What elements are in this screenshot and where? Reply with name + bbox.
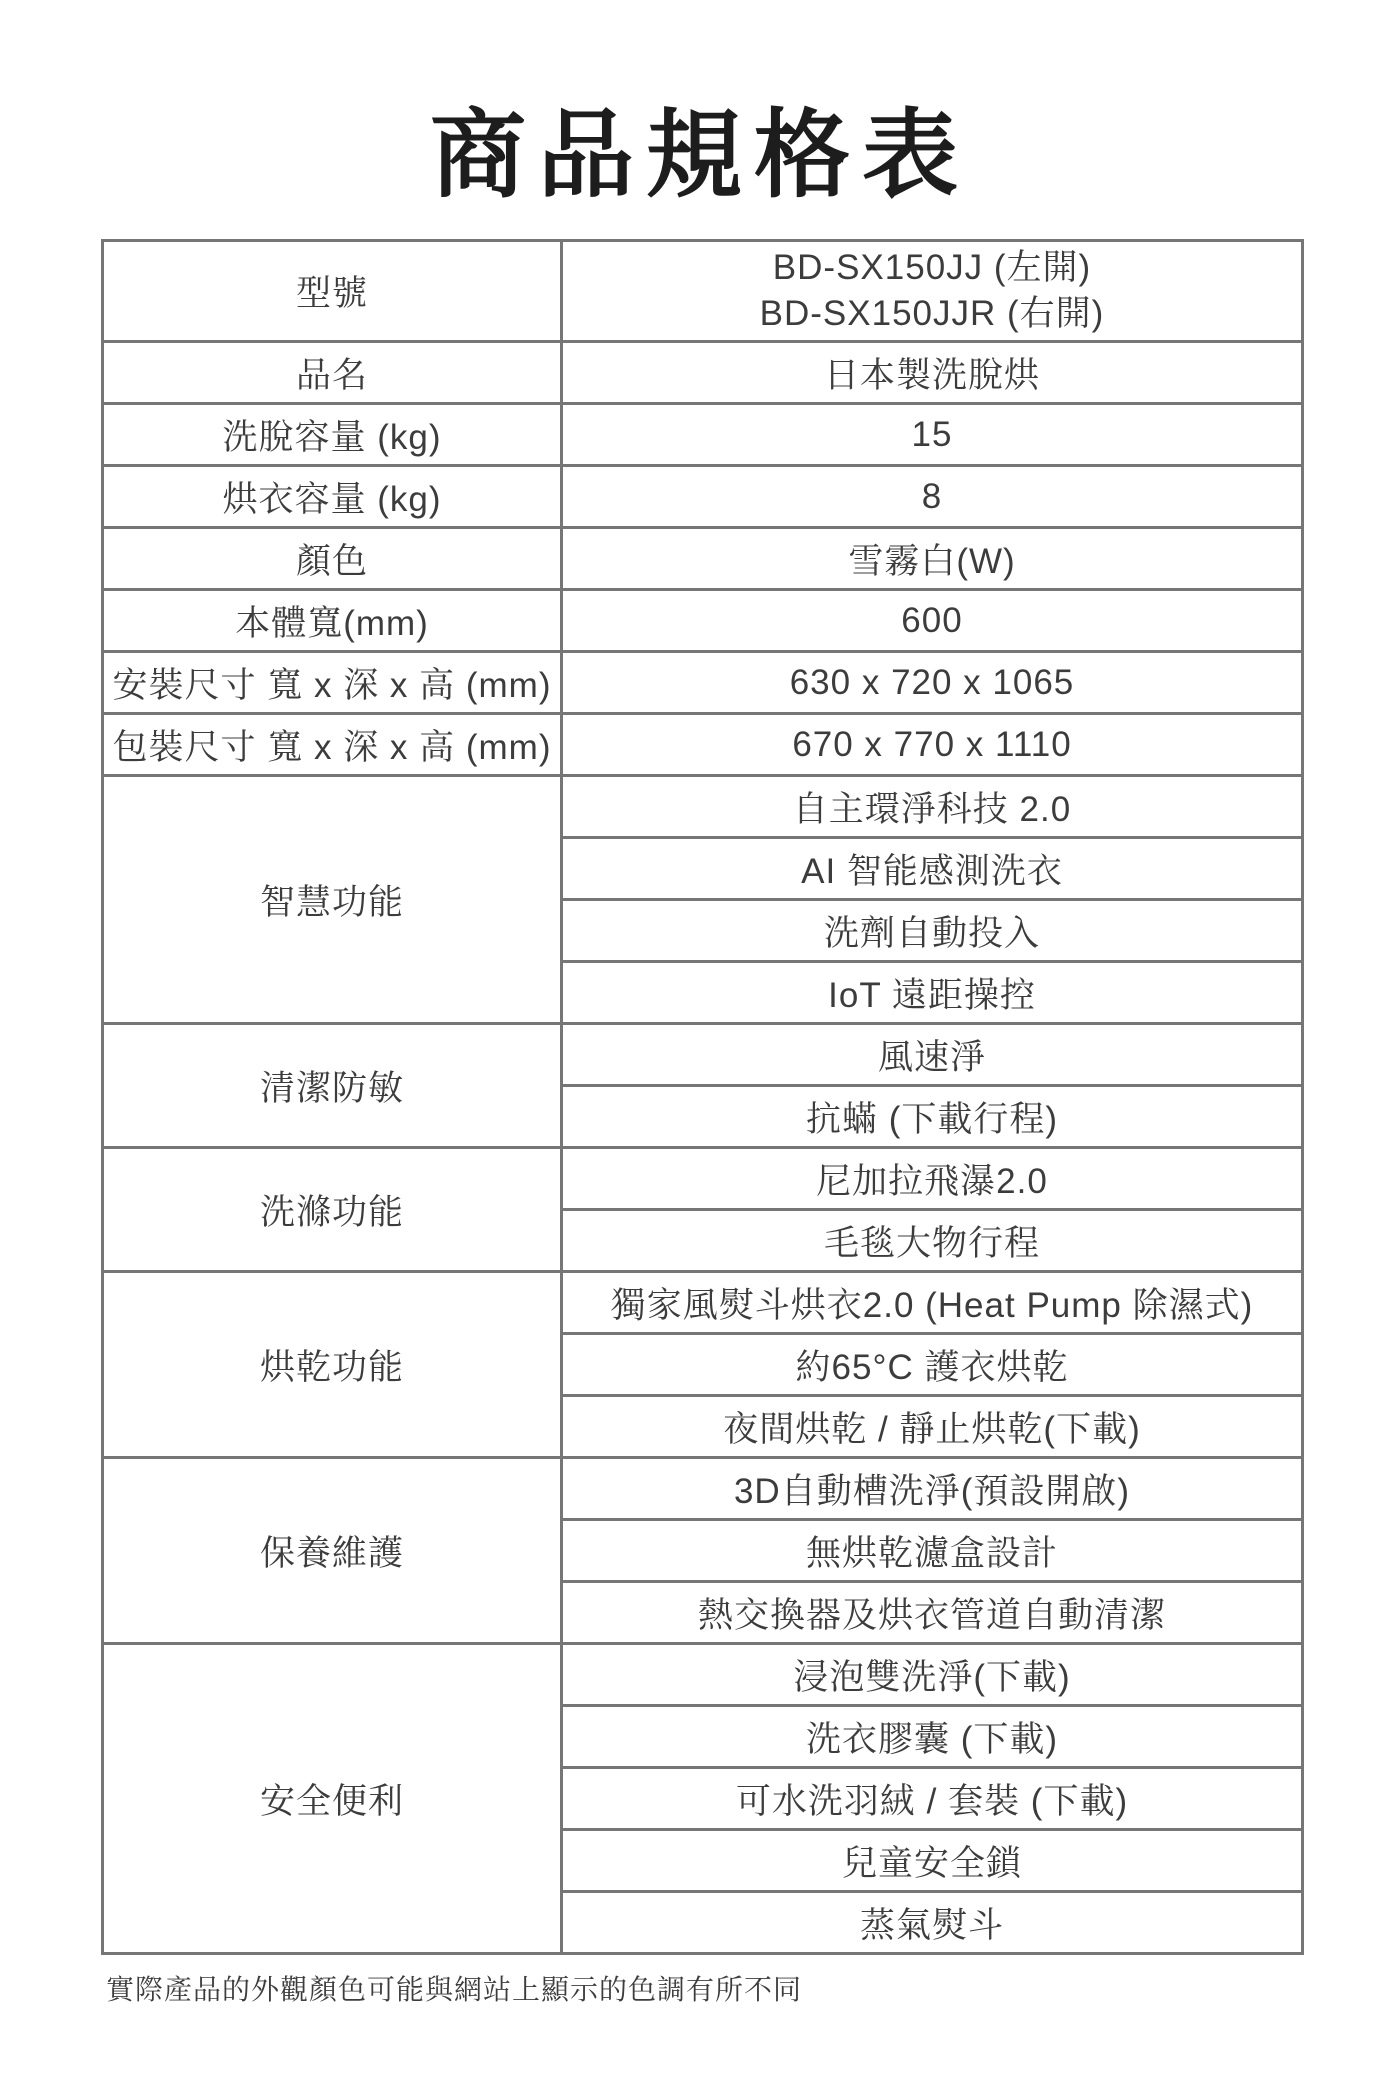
spec-label: 清潔防敏 — [103, 1024, 562, 1148]
spec-value: 可水洗羽絨 / 套裝 (下載) — [562, 1768, 1303, 1830]
spec-value: 洗衣膠囊 (下載) — [562, 1706, 1303, 1768]
table-row — [103, 342, 1303, 404]
spec-label: 烘衣容量 (kg) — [103, 466, 562, 528]
spec-label: 包裝尺寸 寬 x 深 x 高 (mm) — [103, 714, 562, 776]
spec-value: 熱交換器及烘衣管道自動清潔 — [562, 1582, 1303, 1644]
spec-value: 3D自動槽洗淨(預設開啟) — [562, 1458, 1303, 1520]
spec-value: 雪霧白(W) — [562, 528, 1303, 590]
spec-value: 15 — [562, 404, 1303, 466]
spec-label: 安全便利 — [103, 1644, 562, 1954]
spec-label: 品名 — [103, 342, 562, 404]
spec-value: IoT 遠距操控 — [562, 962, 1303, 1024]
spec-value: 獨家風熨斗烘衣2.0 (Heat Pump 除濕式) — [562, 1272, 1303, 1334]
table-row — [103, 466, 1303, 528]
spec-value: 8 — [562, 466, 1303, 528]
table-row — [103, 1148, 1303, 1210]
table-row — [103, 590, 1303, 652]
page-title: 商品規格表 — [430, 102, 970, 209]
model-line: BD-SX150JJR (右開) — [759, 294, 1105, 333]
table-row — [103, 652, 1303, 714]
spec-value: 600 — [562, 590, 1303, 652]
spec-value: 抗蟎 (下載行程) — [562, 1086, 1303, 1148]
spec-value: 無烘乾濾盒設計 — [562, 1520, 1303, 1582]
spec-label: 洗脫容量 (kg) — [103, 404, 562, 466]
spec-label: 安裝尺寸 寬 x 深 x 高 (mm) — [103, 652, 562, 714]
spec-label: 型號 — [103, 241, 562, 342]
spec-value: 蒸氣熨斗 — [562, 1892, 1303, 1954]
spec-value — [562, 241, 1303, 342]
spec-table — [101, 239, 1304, 1955]
spec-value: 夜間烘乾 / 靜止烘乾(下載) — [562, 1396, 1303, 1458]
table-row — [103, 1644, 1303, 1706]
table-row — [103, 528, 1303, 590]
table-row — [103, 1458, 1303, 1520]
spec-value: 自主環淨科技 2.0 — [562, 776, 1303, 838]
spec-value: 兒童安全鎖 — [562, 1830, 1303, 1892]
spec-value: 風速淨 — [562, 1024, 1303, 1086]
spec-label: 顏色 — [103, 528, 562, 590]
spec-value: 670 x 770 x 1110 — [562, 714, 1303, 776]
footnote: 實際產品的外觀顏色可能與網站上顯示的色調有所不同 — [106, 1974, 803, 2005]
model-line: BD-SX150JJ (左開) — [772, 247, 1092, 287]
table-row — [103, 1272, 1303, 1334]
spec-value: 毛毯大物行程 — [562, 1210, 1303, 1272]
table-row — [103, 1024, 1303, 1086]
spec-label: 智慧功能 — [103, 776, 562, 1024]
spec-label: 洗滌功能 — [103, 1148, 562, 1272]
spec-label: 烘乾功能 — [103, 1272, 562, 1458]
spec-value: 尼加拉飛瀑2.0 — [562, 1148, 1303, 1210]
spec-value: 約65°C 護衣烘乾 — [562, 1334, 1303, 1396]
spec-value: AI 智能感測洗衣 — [562, 838, 1303, 900]
spec-value: 日本製洗脫烘 — [562, 342, 1303, 404]
spec-label: 本體寬(mm) — [103, 590, 562, 652]
table-row — [103, 241, 1303, 342]
spec-value: 洗劑自動投入 — [562, 900, 1303, 962]
spec-label: 保養維護 — [103, 1458, 562, 1644]
table-row — [103, 776, 1303, 838]
spec-value: 630 x 720 x 1065 — [562, 652, 1303, 714]
spec-value: 浸泡雙洗淨(下載) — [562, 1644, 1303, 1706]
table-row — [103, 714, 1303, 776]
table-row — [103, 404, 1303, 466]
